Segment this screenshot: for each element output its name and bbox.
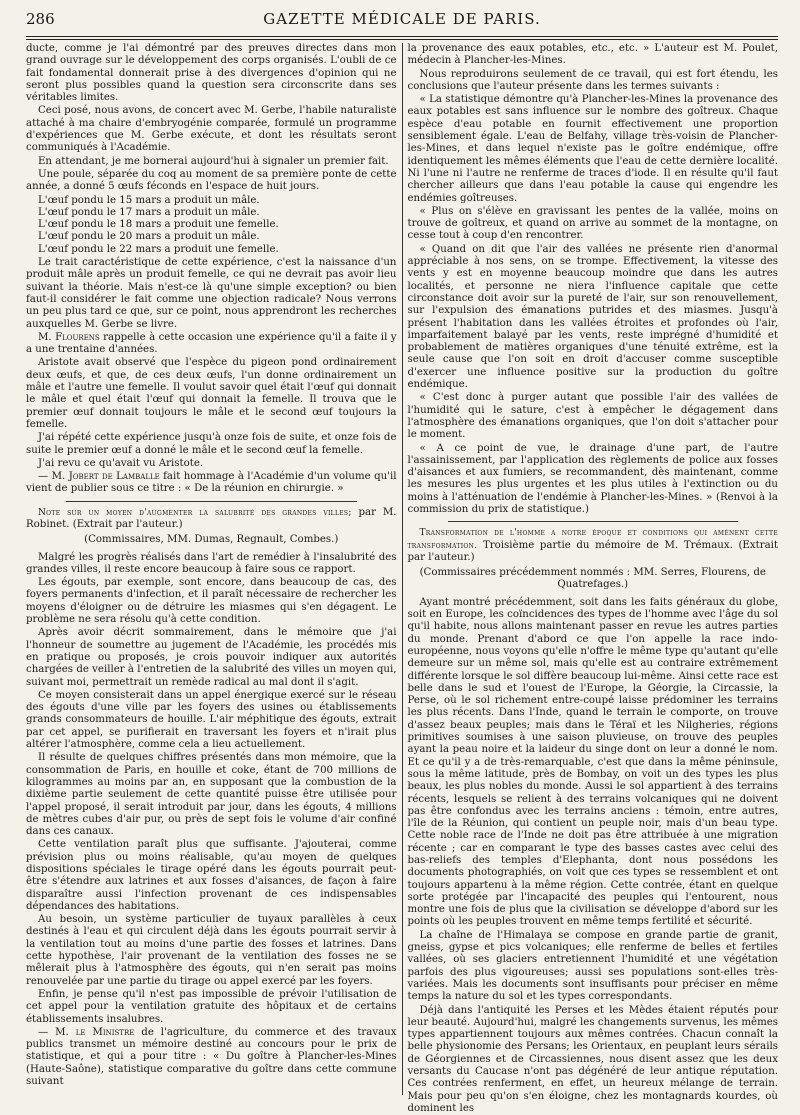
text-columns	[26, 43, 778, 1114]
paragraph-text: fait hommage à l'Académie d'un volume qu'il vient de publier sous ce titre : « De la réunion en chirurgie. »	[26, 471, 397, 495]
speaker-name: — M. le Ministre	[38, 1026, 135, 1038]
speaker-name: M. Flourens	[38, 331, 100, 343]
paragraph: Après avoir décrit sommairement, dans le mémoire que j'ai l'honneur de soumettre au jugement de l'Académie, les procédés mis en pratique ou proposés, je crois pouvoir indiquer aux autorités chargées de veiller à l'entretien de la salubrité des villes un moyen qui, suivant moi, permettrait un remède radical au mal dont il s'agit.	[26, 627, 397, 688]
paragraph: Il résulte de quelques chiffres présentés dans mon mémoire, que la consommation de Paris, en houille et coke, étant de 700 millions de kilogrammes au moins par an, en supposant que la combustion de la dixième partie seulement de cette quantité puisse être utilisée pour l'appel proposé, il serait introduit par jour, dans les égouts, 4 millions de mètres cubes d'air pur, ou près de sept fois le volume d'air confiné dans ces canaux.	[26, 752, 397, 838]
paragraph: Cette ventilation paraît plus que suffisante. J'ajouterai, comme prévision plus ou moins réalisable, qu'au moyen de quelques dispositions spéciales le tirage opéré dans les égouts pourrait peut-être s'étendre aux latrines et aux fosses d'aisances, de façon à faire disparaître aussi l'infection provenant de ces indispensables dépendances des habitations.	[26, 839, 397, 912]
commission-line: (Commissaires précédemment nommés : MM. Serres, Flourens, de Quatrefages.)	[419, 567, 766, 591]
paragraph: Nous reproduirons seulement de ce travail, qui est fort étendu, les conclusions que l'auteur présente dans les termes suivants :	[407, 68, 778, 92]
paragraph: Ce moyen consisterait dans un appel énergique exercé sur le réseau des égouts d'une ville par les foyers des usines ou établissements grands consommateurs de houille. L'air méphitique des égouts, extrait par cet appel, se purifierait en traversant les foyers et n'irait plus altérer l'atmosphère, comme cela a lieu actuellement.	[26, 689, 397, 751]
list-item: L'œuf pondu le 17 mars a produit un mâle.	[38, 206, 260, 218]
paragraph	[26, 332, 397, 357]
paragraph: Déjà dans l'antiquité les Perses et les Mèdes étaient réputés pour leur beauté. Aujourd'hui, malgré les changements survenus, les mêmes types appartiennent toujours aux mêmes contrées. Chacun connaît la belle physionomie des Persans; les Orientaux, en peuplant leurs sérails de Géorgiennes et de Circassiennes, nous disent assez que les deux versants du Caucase n'ont pas dégénéré de leur antique réputation. Ces contrées renferment, en effet, un heureux mélange de terrain. Mais pour peu qu'on s'en éloigne, chez les montagnards kourdes, où dominent les	[407, 1004, 778, 1114]
paragraph: « Quand on dit que l'air des vallées ne présente rien d'anormal appréciable à nos sens, on se trompe. Effectivement, la vitesse des vents y est en moyenne beaucoup moindre que dans les autres localités, et personne ne niera l'influence capitale que cette circonstance doit avoir sur la pureté de l'air, sur son renouvellement, sur l'expulsion des émanations putrides et des miasmes. Jusqu'à présent l'habitation dans les vallées étroites et profondes où l'air, imparfaitement balayé par les vents, reste imprégné d'humidité et probablement de matières organiques d'une ténuité extrême, est la seule cause que l'on soit en droit d'accuser comme susceptible d'exercer une influence positive sur la production du goître endémique.	[407, 243, 778, 391]
list-item: L'œuf pondu le 18 mars a produit une femelle.	[38, 219, 279, 231]
paragraph: « Plus on s'élève en gravissant les pentes de la vallée, moins on trouve de goîtreux, et quand on arrive au sommet de la montagne, on cesse tout à coup d'en rencontrer.	[407, 205, 778, 242]
note-author: Troisième partie du mémoire de M. Trémaux. (Extrait par l'auteur.)	[407, 539, 778, 563]
list-item: L'œuf pondu le 15 mars a produit un mâle.	[38, 194, 260, 206]
page-number: 286	[26, 10, 55, 28]
note-heading	[26, 507, 397, 532]
note-title: Transformation de l'homme a notre époque et conditions qui amènent cette transformation.	[407, 528, 778, 551]
note-author: par M. Robinet. (Extrait par l'auteur.)	[26, 506, 397, 530]
paragraph: En attendant, je me bornerai aujourd'hui à signaler un premier fait.	[38, 155, 389, 167]
journal-title: GAZETTE MÉDICALE DE PARIS.	[263, 10, 541, 28]
paragraph: J'ai répété cette expérience jusqu'à onze fois de suite, et onze fois de suite le premier œuf a donné le mâle et le second œuf la femelle.	[26, 432, 397, 456]
note-heading	[408, 527, 779, 564]
paragraph: La chaîne de l'Himalaya se compose en grande partie de granit, gneiss, gypse et pics volcaniques; elle renferme de belles et fertiles vallées, où ses glaciers entretiennent l'humidité et une végétation parfois des plus vigoureuses; aussi ses populations sont-elles très-variées. Mais les documents sont insuffisants pour préciser en même temps la nature du sol et les types correspondants.	[407, 929, 778, 1003]
right-column	[403, 43, 779, 1114]
paragraph: Malgré les progrès réalisés dans l'art de remédier à l'insalubrité des grandes villes, il reste encore beaucoup à faire sous ce rapport.	[26, 551, 397, 575]
paragraph	[26, 1027, 397, 1088]
paragraph: Au besoin, un système particulier de tuyaux parallèles à ceux destinés à l'eau et qui circulent déjà dans les égouts pourrait servir à la ventilation tout au moins d'une partie des fosses et latrines. Dans cette hypothèse, l'air provenant de la ventilation des fosses ne se mêlerait plus à l'atmosphère des égouts, qui n'en serait pas moins renouvelée par une partie du tirage ou appel exercé par les foyers.	[26, 914, 397, 987]
paragraph: Le trait caractéristique de cette expérience, c'est la naissance d'un produit mâle après un produit femelle, ce qui ne devrait pas avoir lieu suivant la théorie. Mais n'est-ce là qu'une simple exception? ou bien faut-il considérer le fait comme une objection radicale? Nous verrons un peu plus tard ce que, sur ce point, nous apprendront les recherches auxquelles M. Gerbe se livre.	[26, 257, 397, 330]
left-column	[26, 43, 402, 1095]
egg-list	[38, 195, 397, 256]
list-item: L'œuf pondu le 22 mars a produit une femelle.	[38, 243, 279, 255]
list-item: L'œuf pondu le 20 mars a produit un mâle.	[38, 231, 260, 243]
paragraph: J'ai revu ce qu'avait vu Aristote.	[38, 457, 204, 469]
page-header	[26, 10, 778, 36]
section-separator	[66, 501, 357, 502]
section-separator	[448, 521, 739, 522]
paragraph: Enfin, je pense qu'il n'est pas impossible de prévoir l'utilisation de cet appel pour la ventilation gratuite des hôpitaux et de certains établissements insalubres.	[26, 988, 397, 1025]
paragraph: Ceci posé, nous avons, de concert avec M. Gerbe, l'habile naturaliste attaché à ma chaire d'embryogénie comparée, formulé un programme d'expériences que M. Gerbe exécute, et dont les résultats seront communiqués à l'Académie.	[26, 105, 397, 154]
paragraph: la provenance des eaux potables, etc., etc. » L'auteur est M. Poulet, médecin à Plancher-les-Mines.	[407, 43, 778, 67]
paragraph: « A ce point de vue, le drainage d'une part, de l'autre l'assainissement, par l'application des règlements de police aux fosses d'aisances et aux fumiers, se recommandent, dès maintenant, comme les mesures les plus urgentes et les plus utiles à l'extinction ou du moins à l'atténuation de l'endémie à Plancher-les-Mines. » (Renvoi à la commission du prix de statistique.)	[407, 442, 778, 515]
paragraph-text: rappelle à cette occasion une expérience qu'il a faite il y a une trentaine d'années.	[26, 331, 397, 356]
paragraph: Les égouts, par exemple, sont encore, dans beaucoup de cas, des foyers permanents d'infection, et il paraît nécessaire de rechercher les moyens d'éloigner ou de détruire les miasmes qui s'en dégagent. Le problème ne sera résolu qu'à cette condition.	[26, 577, 397, 626]
paragraph-text: de l'agriculture, du commerce et des travaux publics transmet un mémoire destiné au concours pour le prix de statistique, et qui a pour titre : « Du goître à Plancher-les-Mines (Haute-Saône), statistique comparative du goître dans cette commune suivant	[26, 1026, 397, 1088]
paragraph: Une poule, séparée du coq au moment de sa première ponte de cette année, a donné 5 œufs féconds en l'espace de huit jours.	[26, 168, 397, 193]
commission-line: (Commissaires, MM. Dumas, Regnault, Combes.)	[84, 534, 339, 546]
header-rule	[26, 36, 778, 40]
speaker-name: — M. Jobert de Lamballe	[38, 471, 160, 483]
paragraph: « C'est donc à purger autant que possible l'air des vallées de l'humidité qui le sature, c'est à empêcher le dégagement dans l'atmosphère des émanations organiques, que l'on doit s'attacher pour le moment.	[407, 392, 778, 441]
paragraph: Aristote avait observé que l'espèce du pigeon pond ordinairement deux œufs, et que, de ces deux œufs, l'un donne ordinairement un mâle et l'autre une femelle. Il voulut savoir quel était l'œuf qui donnait le mâle et quel était l'œuf qui donnait la femelle. Il trouva que le premier œuf donnait toujours le mâle et le second œuf toujours la femelle.	[26, 357, 397, 430]
note-title: Note sur un moyen d'augmenter la salubrité des grandes villes;	[38, 507, 352, 518]
paragraph: ducte, comme je l'ai démontré par des preuves directes dans mon grand ouvrage sur le développement des corps organisés. L'oubli de ce fait fondamental donnerait prise à des divergences d'opinion qui ne seront plus possibles quand la question sera circonscrite dans ses véritables limites.	[26, 43, 397, 104]
paragraph: « La statistique démontre qu'à Plancher-les-Mines la provenance des eaux potables est sans influence sur le nombre des goîtreux. Chaque espèce d'eau potable en fournit effectivement une proportion sensiblement égale. L'eau de Belfahy, village très-voisin de Plancher-les-Mines, et dans lequel n'existe pas le goître endémique, offre identiquement les mêmes éléments que l'eau de cette dernière localité. Ni l'une ni l'autre ne renferme de traces d'iode. Il en résulte qu'il faut chercher ailleurs que dans l'eau potable la cause qui engendre les endémies goîtreuses.	[407, 94, 778, 204]
paragraph	[26, 471, 397, 496]
paragraph: Ayant montré précédemment, soit dans les faits généraux du globe, soit en Europe, les coïncidences des types de l'homme avec l'âge du sol qu'il habite, nous allons maintenant passer en revue les autres parties du monde. Prenant d'abord ce que l'on appelle la race indo-européenne, nous voyons qu'elle n'offre le même type qu'autant qu'elle demeure sur un même sol, mais qu'elle est au contraire extrêmement différente lorsque le sol diffère beaucoup lui-même. Ainsi cette race est belle dans le sud et l'ouest de l'Europe, la Géorgie, la Circassie, la Perse, où le sol richement entre-coupé laisse prédominer les terrains les plus récents. Dans l'Inde, quand le terrain le comporte, on trouve d'assez beaux peuples; mais dans le Téraï et les Nilgheries, régions primitives soumises à une saison pluvieuse, on trouve des peuples ayant la peau noire et la laideur du singe dont on leur a donné le nom. Et ce qu'il y a de très-remarquable, c'est que dans la même péninsule, sous la même latitude, près de Bombay, on voit un des types les plus beaux, les plus nobles du monde. Aussi le sol appartient à des terrains récents, lesquels se relient à des terrains volcaniques qui ne doivent pas être confondus avec les terrains anciens : témoin, entre autres, l'île de la Réunion, qui contient un peuple noir, mais d'un beau type. Cette noble race de l'Inde ne doit pas être attribuée à une migration récente ; car en comparant le type des basses castes avec celui des bas-reliefs des temples d'Elephanta, dont nous possédons les documents photographiés, on voit que ces types se ressemblent et ont toujours appartenu à la même région. Cette contrée, étant en quelque sorte protégée par l'incapacité des peuples qui l'entourent, nous montre une fois de plus que la civilisation se développe d'abord sur les points où les peuples trouvent en même temps fertilité et sécurité.	[407, 596, 778, 928]
